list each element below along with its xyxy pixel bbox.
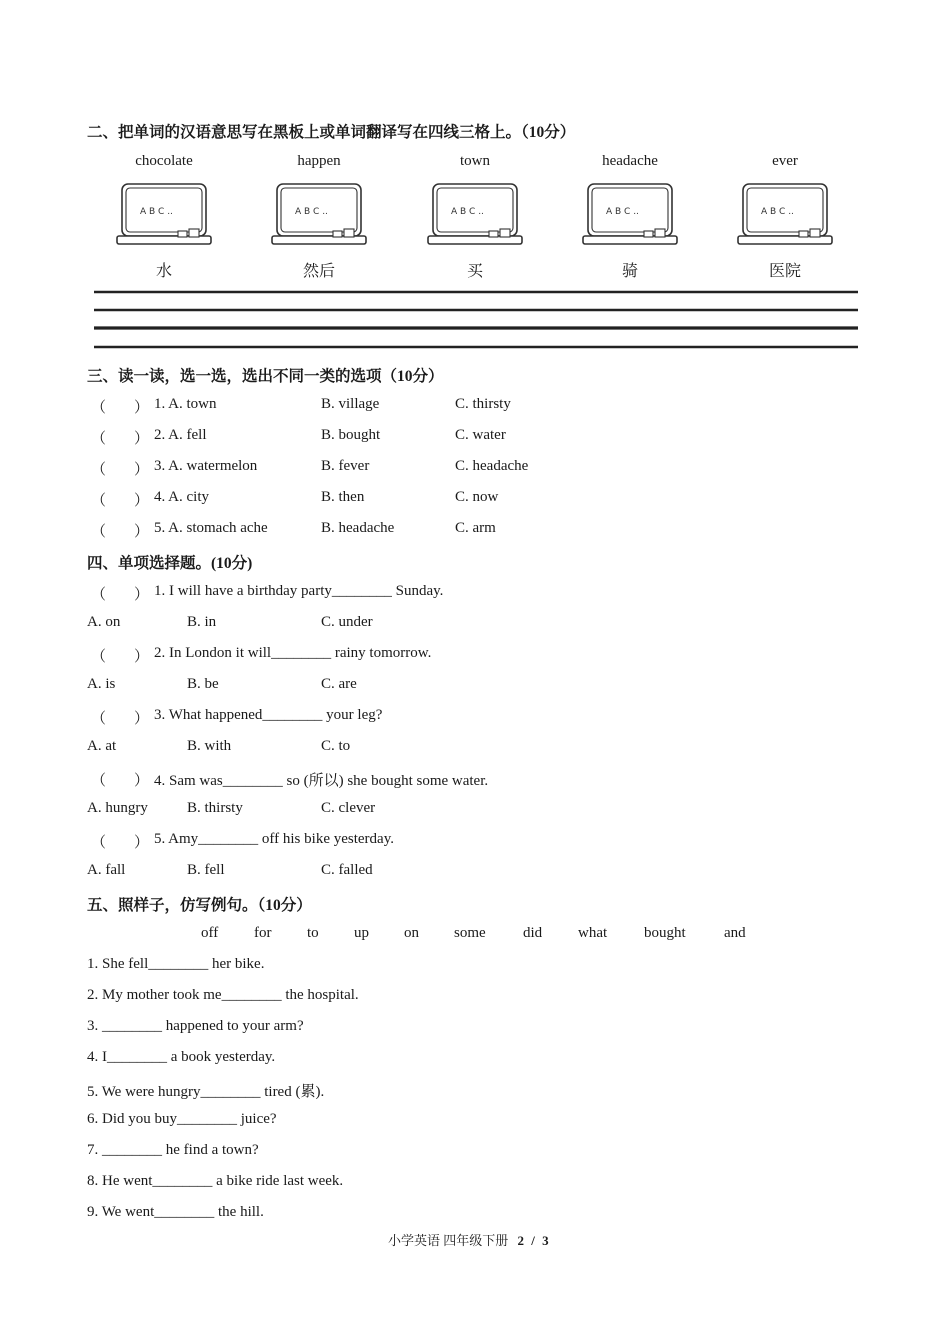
question-text: 2. A. fell [154, 427, 207, 443]
blackboard-image [737, 182, 833, 248]
option-c: C. to [321, 738, 351, 754]
word-label: headache [602, 153, 658, 169]
answer-paren-open[interactable]: （ [91, 773, 107, 789]
word-label: town [460, 153, 490, 169]
option-b: B. fever [321, 458, 370, 474]
option-c: C. are [321, 676, 357, 692]
page-separator: / [531, 1233, 535, 1248]
option-b: B. with [187, 738, 232, 754]
answer-paren-open[interactable]: （ [91, 524, 107, 540]
answer-paren-open[interactable]: （ [91, 835, 107, 851]
option-b: B. be [187, 676, 219, 692]
option-b: B. headache [321, 520, 395, 536]
chinese-word: 水 [155, 263, 173, 280]
chinese-word: 买 [466, 263, 484, 280]
word-label: ever [772, 153, 798, 169]
exercise-sentence: 4. I________ a book yesterday. [87, 1049, 276, 1065]
option-c: C. arm [455, 520, 496, 536]
option-b: B. in [187, 614, 217, 630]
answer-paren-close: ） [134, 587, 150, 603]
four-line-grid[interactable] [94, 289, 858, 351]
answer-paren-close: ） [134, 524, 150, 540]
board-text: A B C .. [606, 207, 639, 217]
word-label: happen [297, 153, 341, 169]
word-bank-item: for [254, 925, 272, 941]
answer-paren-open[interactable]: （ [91, 711, 107, 727]
option-b: B. thirsty [187, 800, 243, 816]
board-text: A B C .. [295, 207, 328, 217]
answer-paren-close: ） [134, 462, 150, 478]
option-c: C. headache [455, 458, 529, 474]
question-text: 4. Sam was________ so (所以) she bought some water. [154, 773, 489, 789]
answer-paren-open[interactable]: （ [91, 649, 107, 665]
question-text: 1. A. town [154, 396, 217, 412]
exercise-sentence: 1. She fell________ her bike. [87, 956, 265, 972]
option-b: B. bought [321, 427, 381, 443]
option-c: C. falled [321, 862, 373, 878]
word-bank-item: and [724, 925, 746, 941]
blackboard-image [427, 182, 523, 248]
word-bank-item: off [201, 925, 219, 941]
word-label: chocolate [135, 153, 193, 169]
section5-heading: 五、照样子，仿写例句。（10分） [87, 897, 312, 914]
answer-paren-close: ） [134, 400, 150, 416]
blackboard-image [116, 182, 212, 248]
answer-paren-close: ） [134, 773, 150, 789]
option-a: A. is [87, 676, 116, 692]
option-b: B. then [321, 489, 365, 505]
exercise-sentence: 6. Did you buy________ juice? [87, 1111, 277, 1127]
option-a: A. at [87, 738, 117, 754]
exercise-sentence: 5. We were hungry________ tired (累). [87, 1084, 325, 1100]
question-text: 4. A. city [154, 489, 209, 505]
footer-text: 小学英语 四年级下册 [388, 1233, 509, 1248]
chinese-word: 医院 [768, 263, 802, 280]
board-text: A B C .. [761, 207, 794, 217]
answer-paren-close: ） [134, 493, 150, 509]
answer-paren-close: ） [134, 649, 150, 665]
option-a: A. hungry [87, 800, 148, 816]
board-text: A B C .. [140, 207, 173, 217]
exercise-sentence: 9. We went________ the hill. [87, 1204, 264, 1220]
word-bank-item: some [454, 925, 486, 941]
exercise-sentence: 3. ________ happened to your arm? [87, 1018, 304, 1034]
question-text: 3. A. watermelon [154, 458, 258, 474]
chinese-word: 然后 [302, 263, 336, 280]
option-a: A. on [87, 614, 121, 630]
option-c: C. water [455, 427, 506, 443]
option-c: C. clever [321, 800, 376, 816]
answer-paren-open[interactable]: （ [91, 431, 107, 447]
word-bank-item: what [578, 925, 608, 941]
answer-paren-close: ） [134, 431, 150, 447]
answer-paren-open[interactable]: （ [91, 462, 107, 478]
question-text: 5. A. stomach ache [154, 520, 268, 536]
exercise-sentence: 2. My mother took me________ the hospital. [87, 987, 359, 1003]
board-text: A B C .. [451, 207, 484, 217]
option-b: B. village [321, 396, 380, 412]
word-bank-item: up [354, 925, 369, 941]
blackboard-image [582, 182, 678, 248]
section3-heading: 三、读一读，选一选，选出不同一类的选项（10分） [87, 368, 444, 385]
option-c: C. now [455, 489, 499, 505]
question-text: 5. Amy________ off his bike yesterday. [154, 831, 394, 847]
chinese-word: 骑 [621, 263, 639, 280]
section2-heading: 二、把单词的汉语意思写在黑板上或单词翻译写在四线三格上。（10分） [87, 124, 576, 141]
blackboard-image [271, 182, 367, 248]
section4-heading: 四、单项选择题。(10分) [87, 555, 253, 572]
exercise-sentence: 8. He went________ a bike ride last week. [87, 1173, 344, 1189]
option-c: C. thirsty [455, 396, 511, 412]
page-current: 2 [517, 1233, 525, 1248]
answer-paren-open[interactable]: （ [91, 400, 107, 416]
answer-paren-open[interactable]: （ [91, 493, 107, 509]
option-c: C. under [321, 614, 373, 630]
option-b: B. fell [187, 862, 225, 878]
page-total: 3 [542, 1233, 549, 1248]
page-footer [388, 1230, 549, 1249]
word-bank-item: to [307, 925, 319, 941]
answer-paren-open[interactable]: （ [91, 587, 107, 603]
question-text: 3. What happened________ your leg? [154, 707, 383, 723]
exercise-sentence: 7. ________ he find a town? [87, 1142, 259, 1158]
option-a: A. fall [87, 862, 126, 878]
word-bank-item: bought [644, 925, 686, 941]
word-bank-item: did [523, 925, 543, 941]
answer-paren-close: ） [134, 711, 150, 727]
word-bank-item: on [404, 925, 419, 941]
question-text: 1. I will have a birthday party________ Sunday. [154, 583, 444, 599]
answer-paren-close: ） [134, 835, 150, 851]
question-text: 2. In London it will________ rainy tomorrow. [154, 645, 432, 661]
